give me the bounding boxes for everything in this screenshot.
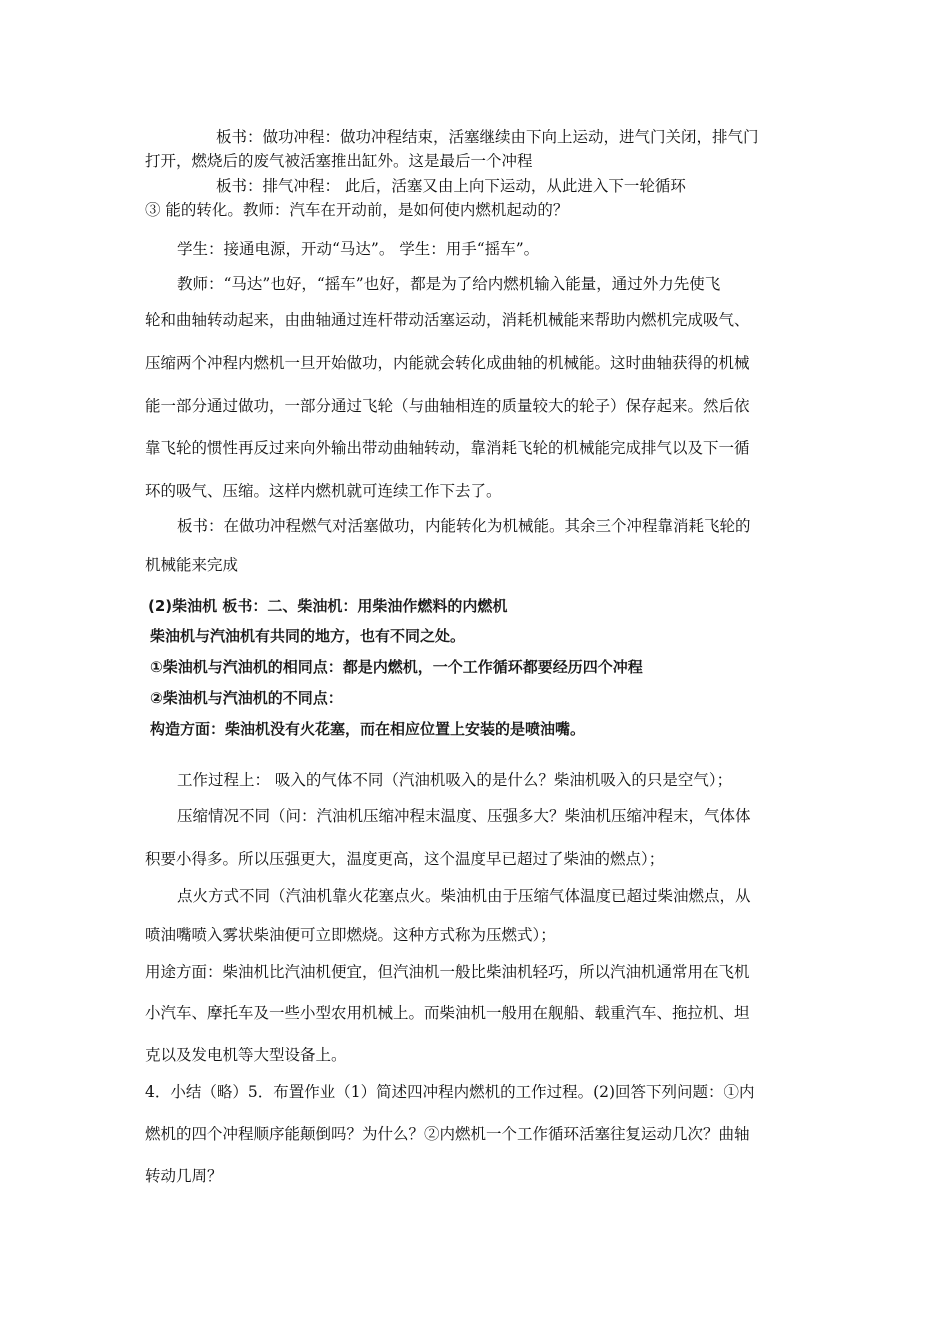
paragraph-line: 打开，燃烧后的废气被活塞推出缸外。这是最后一个冲程 (145, 152, 533, 170)
paragraph-line: 4．小结（略）5．布置作业（1）简述四冲程内燃机的工作过程。(2)回答下列问题：①内 (145, 1083, 755, 1101)
paragraph-line: 环的吸气、压缩。这样内燃机就可连续工作下去了。 (145, 482, 502, 500)
diesel-heading: (2)柴油机 板书：二、柴油机：用柴油作燃料的内燃机 (148, 597, 508, 615)
paragraph-line: 教师：“马达”也好，“摇车”也好，都是为了给内燃机输入能量，通过外力先使飞 (177, 275, 721, 293)
paragraph-line: 小汽车、摩托车及一些小型农用机械上。而柴油机一般用在舰船、载重汽车、拖拉机、坦 (145, 1004, 750, 1022)
paragraph-line: 板书：做功冲程：做功冲程结束，活塞继续由下向上运动，进气门关闭，排气门 (216, 128, 759, 146)
paragraph-line: 板书：排气冲程： 此后，活塞又由上向下运动，从此进入下一轮循环 (216, 177, 686, 195)
paragraph-line: 轮和曲轴转动起来，由曲轴通过连杆带动活塞运动，消耗机械能来帮助内燃机完成吸气、 (145, 311, 750, 329)
paragraph-line: 工作过程上： 吸入的气体不同（汽油机吸入的是什么？柴油机吸入的只是空气）； (177, 771, 733, 789)
bold-line: 柴油机与汽油机有共同的地方，也有不同之处。 (150, 627, 466, 645)
bold-line: ②柴油机与汽油机的不同点： (150, 689, 343, 707)
paragraph-line: 压缩情况不同（问：汽油机压缩冲程末温度、压强多大？柴油机压缩冲程末，气体体 (177, 807, 751, 825)
paragraph-line: 用途方面：柴油机比汽油机便宜，但汽油机一般比柴油机轻巧，所以汽油机通常用在飞机 (145, 963, 750, 981)
paragraph-line: 机械能来完成 (145, 556, 239, 574)
paragraph-line: 积要小得多。所以压强更大，温度更高，这个温度早已超过了柴油的燃点）； (145, 850, 665, 868)
paragraph-line: 板书：在做功冲程燃气对活塞做功，内能转化为机械能。其余三个冲程靠消耗飞轮的 (177, 517, 751, 535)
paragraph-line: 转动几周？ (145, 1167, 223, 1185)
paragraph-line: 点火方式不同（汽油机靠火花塞点火。柴油机由于压缩气体温度已超过柴油燃点，从 (177, 887, 751, 905)
bold-line: ①柴油机与汽油机的相同点：都是内燃机，一个工作循环都要经历四个冲程 (150, 658, 643, 676)
paragraph-line: 燃机的四个冲程顺序能颠倒吗？为什么？②内燃机一个工作循环活塞往复运动几次？曲轴 (145, 1125, 750, 1143)
bold-line: 构造方面：柴油机没有火花塞，而在相应位置上安装的是喷油嘴。 (150, 720, 586, 738)
paragraph-line: 学生：接通电源，开动“马达”。 学生：用手“摇车”。 (177, 240, 540, 258)
paragraph-line: 能一部分通过做功，一部分通过飞轮（与曲轴相连的质量较大的轮子）保存起来。然后依 (145, 397, 750, 415)
paragraph-line: 压缩两个冲程内燃机一旦开始做功，内能就会转化成曲轴的机械能。这时曲轴获得的机械 (145, 354, 750, 372)
paragraph-line: 克以及发电机等大型设备上。 (145, 1046, 347, 1064)
paragraph-line: 靠飞轮的惯性再反过来向外输出带动曲轴转动，靠消耗飞轮的机械能完成排气以及下一循 (145, 439, 750, 457)
paragraph-line: ③ 能的转化。教师：汽车在开动前，是如何使内燃机起动的？ (145, 201, 569, 219)
paragraph-line: 喷油嘴喷入雾状柴油便可立即燃烧。这种方式称为压燃式）； (145, 926, 556, 944)
